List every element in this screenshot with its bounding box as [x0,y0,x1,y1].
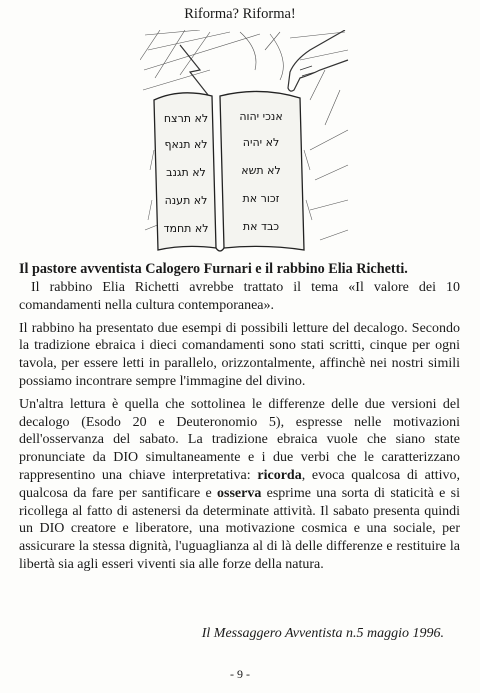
left-tablet-line: לא תחמד [163,222,209,235]
left-tablet-line: לא תנאף [164,138,208,151]
emphasis-osserva: osserva [217,485,262,501]
page-number: - 9 - [230,667,250,681]
paragraph-text: Un'altra lettura è quella che sottolinea le differenze delle due versioni del decalogo (Esodo 20 e Deuteronomio 5), espresse nelle motivazioni dell'osservanza del sabato. La tradizione ebraica vuole che siano state pronunciate da DIO simultaneamente e i due verbi che le caratterizzano rappresentino una chiave interpretativa: [19,396,460,483]
right-tablet-line: לא תשא [241,164,281,177]
paragraph [19,396,460,574]
right-tablet-line: לא יהיה [242,136,280,149]
page-header: Riforma? Riforma! [184,6,296,22]
paragraph-text: esprime una sorta di staticità e si ricollega al fatto di astenersi da determinate attività. Il sabato presenta quindi un DIO creatore e liberatore, una motivazione cosmica e una sociale, per assicurare la stessa dignità, l'uguaglianza al di là delle differenze e restituire la libertà sia agli esseri viventi sia alle forze della natura. [19,485,460,572]
article-body [19,279,460,579]
right-tablet-line: כבד את [242,220,280,233]
left-tablet-line: לא תענה [164,194,208,207]
left-tablet-line: לא תרצח [163,112,209,125]
lightning-icon [180,45,212,100]
emphasis-ricorda: ricorda [257,467,302,483]
left-tablet-line: לא תגנב [166,166,206,179]
source-citation: Il Messaggero Avventista n.5 maggio 1996. [201,626,444,641]
paragraph-text: , evoca qualcosa di attivo, qualcosa da fare per santificare e [19,467,460,501]
paragraph: Il rabbino ha presentato due esempi di possibili letture del decalogo. Secondo la tradizione ebraica i dieci comandamenti sono stati scritti, cinque per ogni tavola, per essere letti in parallelo, orizzontalmente, affinchè nei nostri simili possiamo incontrare sempre l'immagine del divino. [19,320,460,389]
paragraph: Il rabbino Elia Richetti avrebbe trattato il tema «Il valore dei 10 comandamenti nella cultura contemporanea». [19,280,460,313]
hand-icon [288,30,348,91]
right-tablet-line: אנכי יהוה [239,110,283,123]
ten-commandments-tablets-illustration [140,30,350,258]
article-heading: Il pastore avventista Calogero Furnari e il rabbino Elia Richetti. [19,261,408,277]
right-tablet-line: זכור את [242,192,280,205]
